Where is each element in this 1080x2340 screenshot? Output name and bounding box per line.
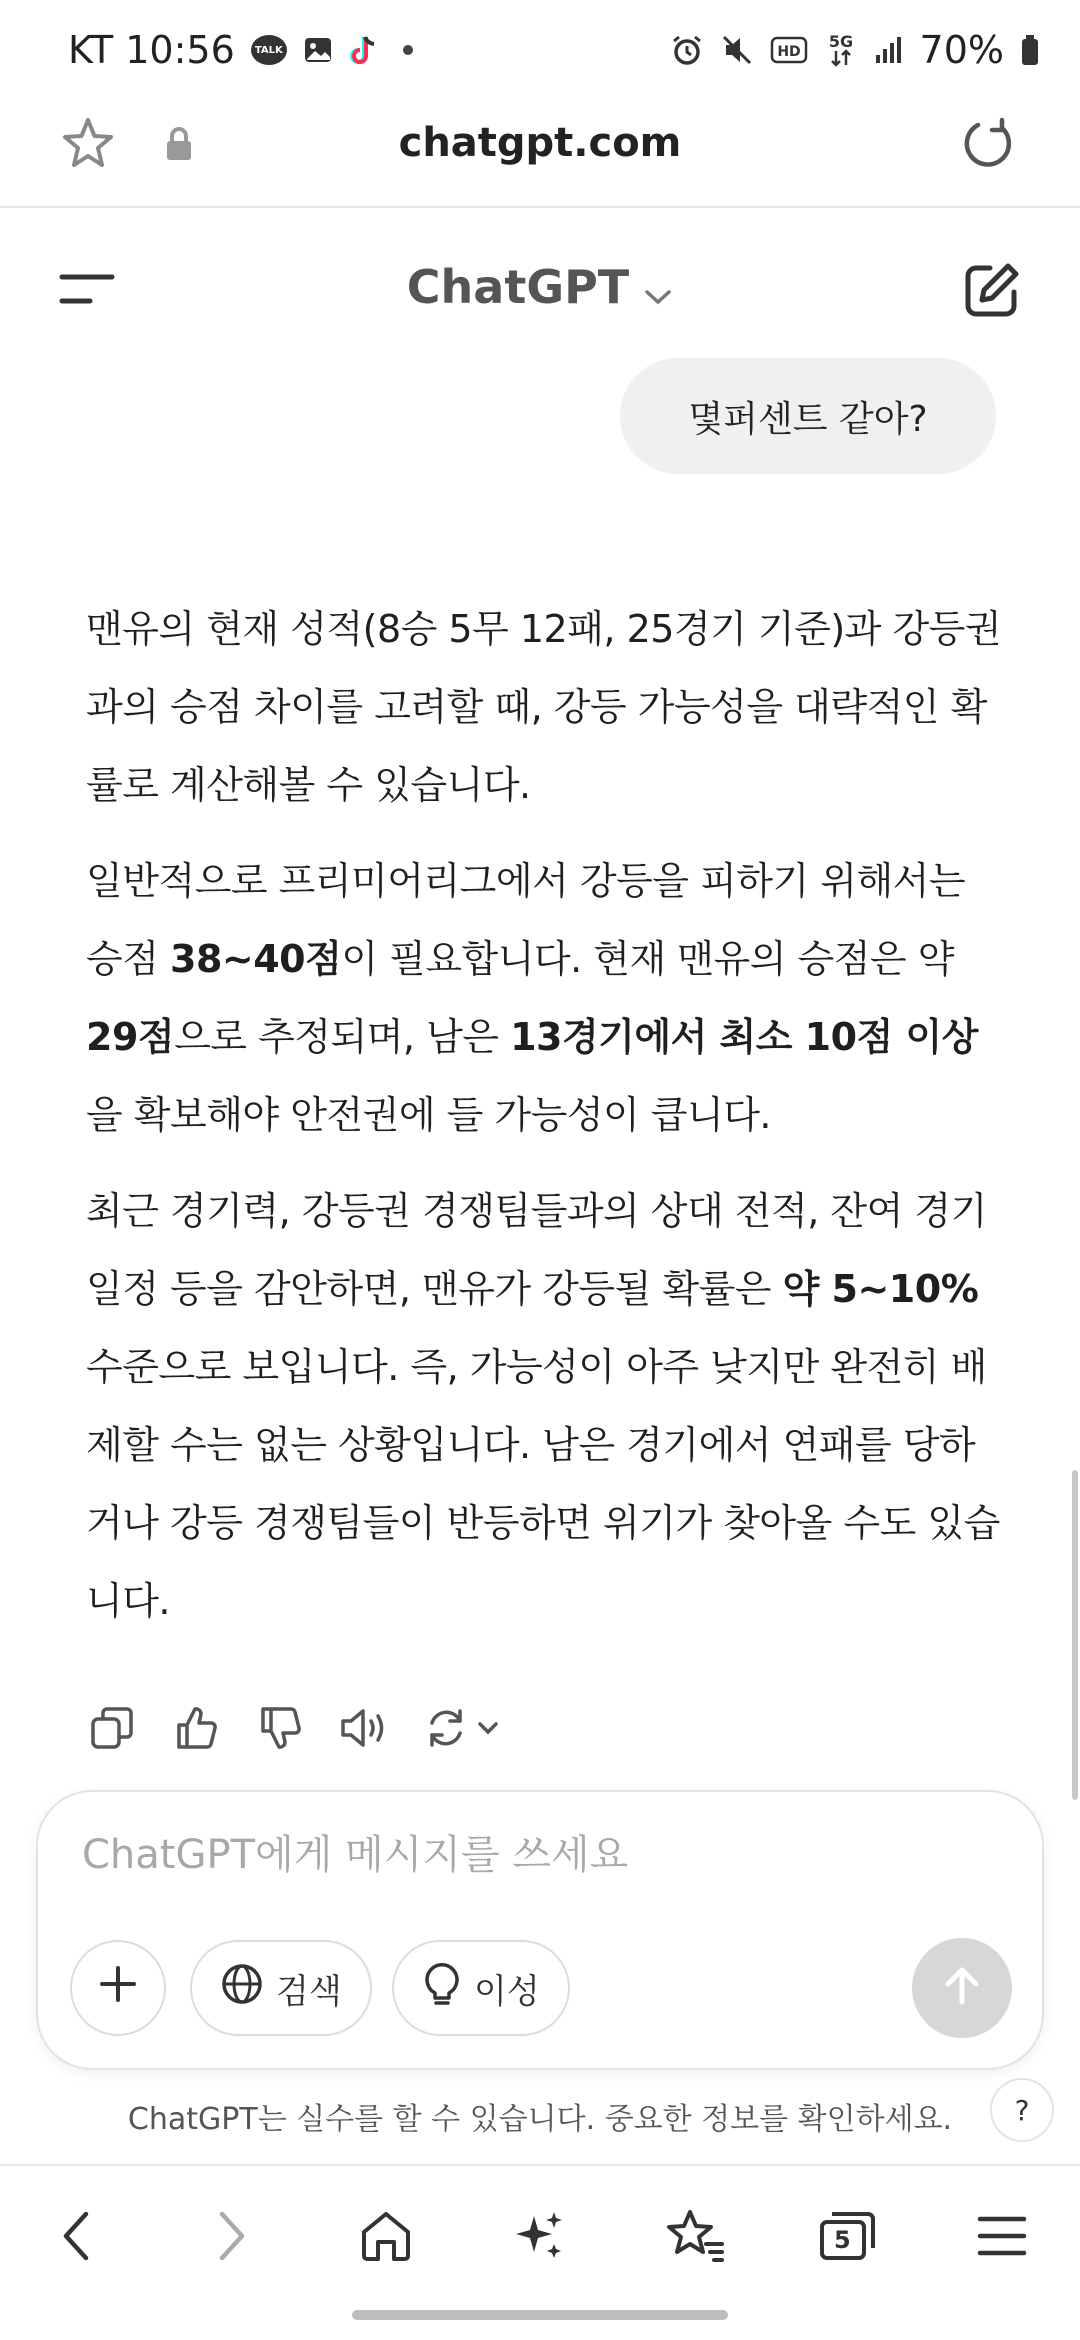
battery-percent: 70% [919, 28, 1004, 72]
answer-paragraph-2 [86, 842, 1006, 1154]
answer-bold-text: 13경기에서 최소 10점 이상 [510, 1015, 978, 1059]
url-text[interactable]: chatgpt.com [398, 120, 682, 166]
lightbulb-icon [422, 1961, 462, 2016]
signal-icon [874, 35, 904, 65]
alarm-icon [670, 33, 704, 67]
answer-bold-text: 약 5~10% [782, 1267, 979, 1311]
search-label: 검색 [276, 1971, 342, 2012]
tiktok-icon [349, 34, 379, 66]
read-aloud-icon[interactable] [338, 1700, 390, 1756]
answer-text: 일반적으로 프리미어리그에서 강등을 피하기 위해서는 승점 [86, 859, 966, 981]
carrier-time: KT 10:56 [68, 28, 235, 72]
model-selector[interactable] [0, 260, 1080, 318]
plus-icon [98, 1964, 138, 2013]
thumbs-down-icon[interactable] [254, 1700, 306, 1756]
status-bar [0, 0, 1080, 100]
menu-icon[interactable] [970, 2204, 1034, 2268]
answer-text: 최근 경기력, 강등권 경쟁팀들과의 상대 전적, 잔여 경기 일정 등을 감안하면, 맨유가 강등될 확률은 [86, 1189, 987, 1311]
reason-button[interactable] [392, 1940, 570, 2036]
send-button[interactable] [912, 1938, 1012, 2038]
browser-nav-bar [0, 2164, 1080, 2304]
reason-label: 이성 [474, 1971, 540, 2012]
hd-voice-icon [770, 35, 808, 65]
chat-header [0, 230, 1080, 350]
new-chat-icon[interactable] [960, 260, 1022, 326]
scrollbar-thumb[interactable] [1072, 1470, 1078, 1800]
sparkle-icon[interactable] [508, 2204, 572, 2268]
regenerate-icon[interactable] [422, 1700, 512, 1756]
message-input[interactable] [82, 1832, 922, 1878]
gallery-icon [303, 35, 333, 65]
chevron-down-icon [643, 264, 673, 318]
back-icon[interactable] [44, 2204, 108, 2268]
bookmarks-icon[interactable] [664, 2204, 728, 2268]
user-message-text: 몇퍼센트 같아? [688, 398, 928, 440]
tab-count: 5 [834, 2226, 851, 2254]
globe-icon [220, 1962, 264, 2015]
assistant-message [86, 590, 1006, 1658]
battery-icon [1020, 34, 1040, 66]
search-button[interactable] [190, 1940, 372, 2036]
attach-button[interactable] [70, 1940, 166, 2036]
answer-text: 수준으로 보입니다. 즉, 가능성이 아주 낮지만 완전히 배제할 수는 없는 상황입니다. 남은 경기에서 연패를 당하거나 강등 경쟁팀들이 반등하면 위기가 찾아올 수도 있습니다. [86, 1345, 1000, 1623]
arrow-up-icon [938, 1962, 986, 2014]
gesture-home-indicator[interactable] [352, 2310, 728, 2320]
notification-dot [403, 45, 413, 55]
answer-text: 으로 추정되며, 남은 [174, 1015, 511, 1059]
user-message-bubble [620, 358, 996, 474]
svg-text:HD: HD [776, 44, 801, 60]
kakaotalk-icon: TALK [251, 35, 287, 65]
answer-paragraph-3 [86, 1172, 1006, 1640]
message-actions [86, 1700, 512, 1756]
network-5g-icon [824, 31, 858, 69]
answer-text: 이 필요합니다. 현재 맨유의 승점은 약 [341, 937, 954, 981]
home-icon[interactable] [354, 2204, 418, 2268]
copy-icon[interactable] [86, 1700, 138, 1756]
thumbs-up-icon[interactable] [170, 1700, 222, 1756]
reload-icon[interactable] [958, 114, 1018, 178]
svg-text:5G: 5G [828, 32, 853, 51]
message-composer [36, 1790, 1044, 2070]
browser-url-bar [0, 100, 1080, 208]
answer-paragraph-1: 맨유의 현재 성적(8승 5무 12패, 25경기 기준)과 강등권과의 승점 차이를 고려할 때, 강등 가능성을 대략적인 확률로 계산해볼 수 있습니다. [86, 607, 1002, 807]
tabs-icon[interactable] [816, 2204, 880, 2268]
forward-icon[interactable] [200, 2204, 264, 2268]
help-button[interactable]: ? [990, 2078, 1054, 2142]
answer-bold-text: 38~40점 [170, 937, 342, 981]
app-title: ChatGPT [406, 260, 630, 314]
answer-bold-text: 29점 [86, 1015, 175, 1059]
mute-icon [720, 33, 754, 67]
answer-text: 을 확보해야 안전권에 들 가능성이 큽니다. [86, 1093, 772, 1137]
disclaimer-text: ChatGPT는 실수를 할 수 있습니다. 중요한 정보를 확인하세요. [127, 2102, 953, 2137]
